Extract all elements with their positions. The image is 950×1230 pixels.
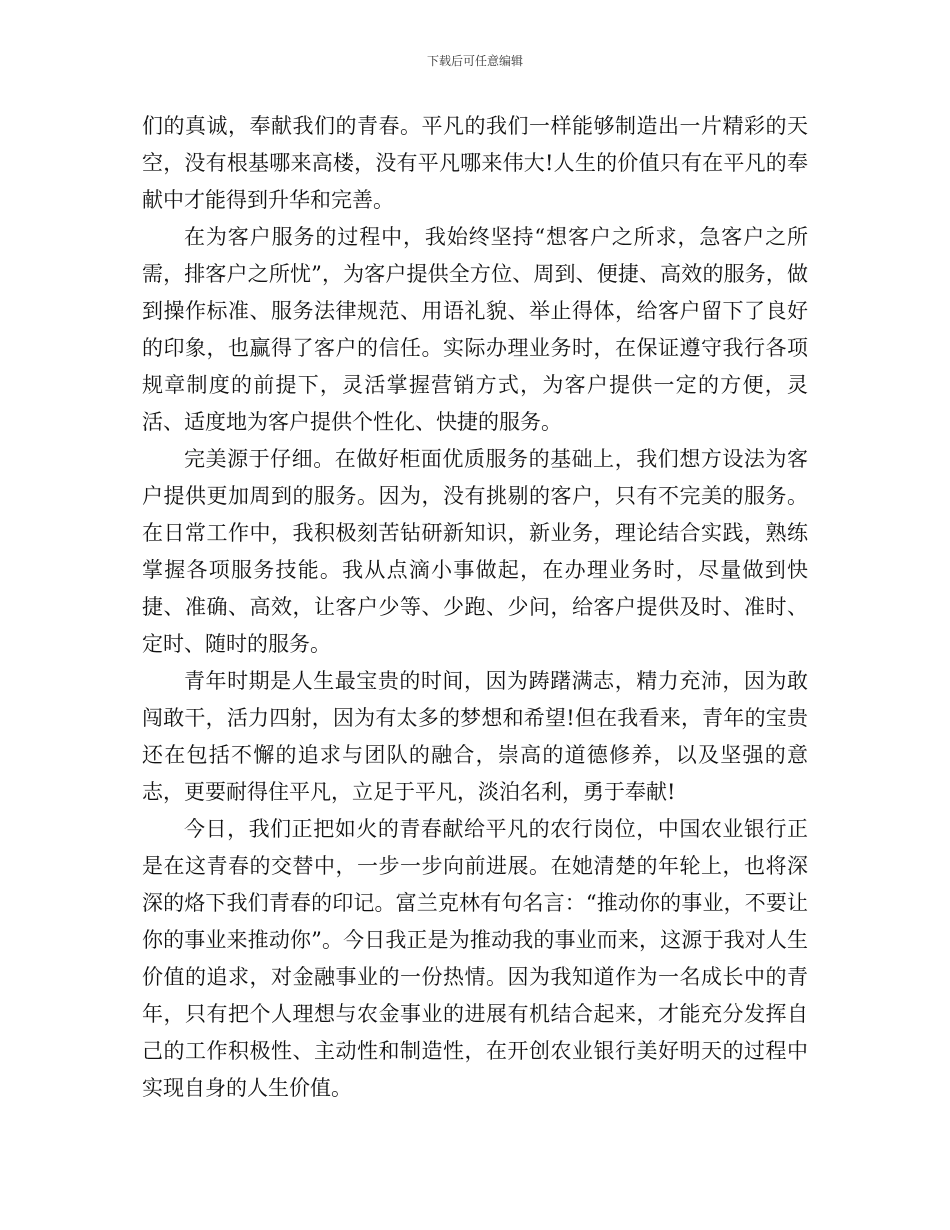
paragraph-2: 在为客户服务的过程中，我始终坚持“想客户之所求，急客户之所需，排客户之所忧”，为客户提供全方位、周到、便捷、高效的服务，做到操作标准、服务法律规范、用语礼貌、举止得体，给客户留下了良好的印象，也赢得了客户的信任。实际办理业务时，在保证遵守我行各项规章制度的前提下，灵活掌握营销方式，为客户提供一定的方便，灵活、适度地为客户提供个性化、快捷的服务。: [142, 225, 808, 434]
paragraph-4: 青年时期是人生最宝贵的时间，因为踌躇满志，精力充沛，因为敢闯敢干，活力四射，因为有太多的梦想和希望!但在我看来，青年的宝贵还在包括不懈的追求与团队的融合，崇高的道德修养，以及坚强的意志，更要耐得住平凡，立足于平凡，淡泊名利，勇于奉献!: [142, 669, 808, 804]
paragraph-5: 今日，我们正把如火的青春献给平凡的农行岗位，中国农业银行正是在这青春的交替中，一步一步向前进展。在她清楚的年轮上，也将深深的烙下我们青春的印记。富兰克林有句名言：“推动你的事业，不要让你的事业来推动你”。今日我正是为推动我的事业而来，这源于我对人生价值的追求，对金融事业的一份热情。因为我知道作为一名成长中的青年，只有把个人理想与农金事业的进展有机结合起来，才能充分发挥自己的工作积极性、主动性和制造性，在开创农业银行美好明天的过程中实现自身的人生价值。: [142, 817, 808, 1100]
paragraph-3: 完美源于仔细。在做好柜面优质服务的基础上，我们想方设法为客户提供更加周到的服务。因为，没有挑剔的客户，只有不完美的服务。在日常工作中，我积极刻苦钻研新知识，新业务，理论结合实践，熟练掌握各项服务技能。我从点滴小事做起，在办理业务时，尽量做到快捷、准确、高效，让客户少等、少跑、少问，给客户提供及时、准时、定时、随时的服务。: [142, 447, 808, 656]
paragraph-1: 们的真诚，奉献我们的青春。平凡的我们一样能够制造出一片精彩的天空，没有根基哪来高楼，没有平凡哪来伟大!人生的价值只有在平凡的奉献中才能得到升华和完善。: [142, 114, 808, 212]
page-header: 下载后可任意编辑: [426, 54, 523, 68]
document-body: [142, 108, 808, 1107]
